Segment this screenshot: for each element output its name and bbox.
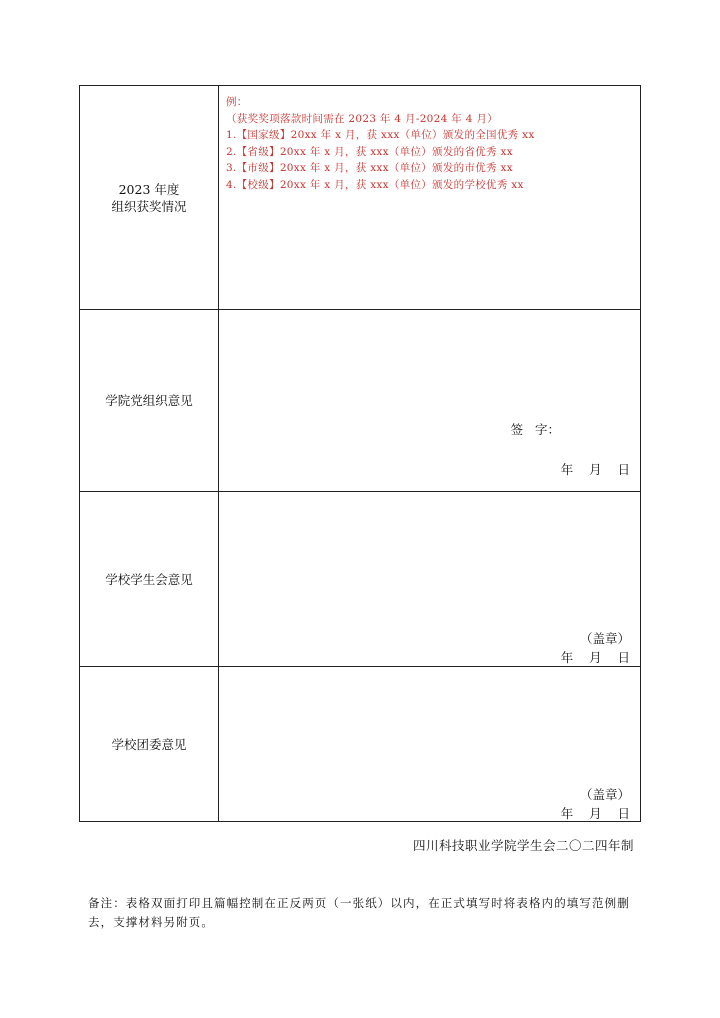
youth-league-date-label: 年 月 日 [560, 806, 630, 821]
awards-example [219, 86, 640, 194]
example-note: （获奖奖项落款时间需在 2023 年 4 月-2024 年 4 月） [226, 112, 498, 125]
example-item-national: 1.【国家级】20xx 年 x 月，获 xxx（单位）颁发的全国优秀 xx [226, 129, 535, 142]
awards-label-year: 2023 年度 [118, 181, 180, 197]
awards-label-cell [80, 86, 219, 310]
student-union-opinion-cell[interactable] [219, 492, 641, 667]
student-union-stamp-label: （盖章） [579, 631, 630, 646]
youth-league-opinion-label: 学校团委意见 [80, 667, 219, 822]
party-opinion-cell[interactable] [219, 310, 641, 492]
youth-league-opinion-row [80, 667, 641, 822]
form-maker-line: 四川科技职业学院学生会二〇二四年制 [412, 838, 634, 853]
party-opinion-row [80, 310, 641, 492]
awards-content-cell[interactable] [219, 86, 641, 310]
awards-row [80, 86, 641, 310]
signature-label: 签 字： [510, 422, 560, 437]
student-union-opinion-row [80, 492, 641, 667]
application-form-table [79, 85, 641, 822]
youth-league-stamp-label: （盖章） [579, 787, 630, 802]
student-union-date-label: 年 月 日 [560, 650, 630, 665]
example-title: 例： [226, 96, 248, 108]
youth-league-opinion-cell[interactable] [219, 667, 641, 822]
party-date-label: 年 月 日 [560, 462, 630, 477]
student-union-opinion-label: 学校学生会意见 [80, 492, 219, 667]
example-item-provincial: 2.【省级】20xx 年 x 月，获 xxx（单位）颁发的省优秀 xx [226, 145, 513, 158]
remark-note: 备注：表格双面打印且篇幅控制在正反两页（一张纸）以内，在正式填写时将表格内的填写范例删去，支撑材料另附页。 [88, 896, 630, 929]
example-item-school: 4.【校级】20xx 年 x 月，获 xxx（单位）颁发的学校优秀 xx [226, 178, 524, 191]
awards-label-title: 组织获奖情况 [111, 198, 187, 214]
example-item-municipal: 3.【市级】20xx 年 x 月，获 xxx（单位）颁发的市优秀 xx [226, 162, 513, 175]
party-opinion-label: 学院党组织意见 [80, 310, 219, 492]
